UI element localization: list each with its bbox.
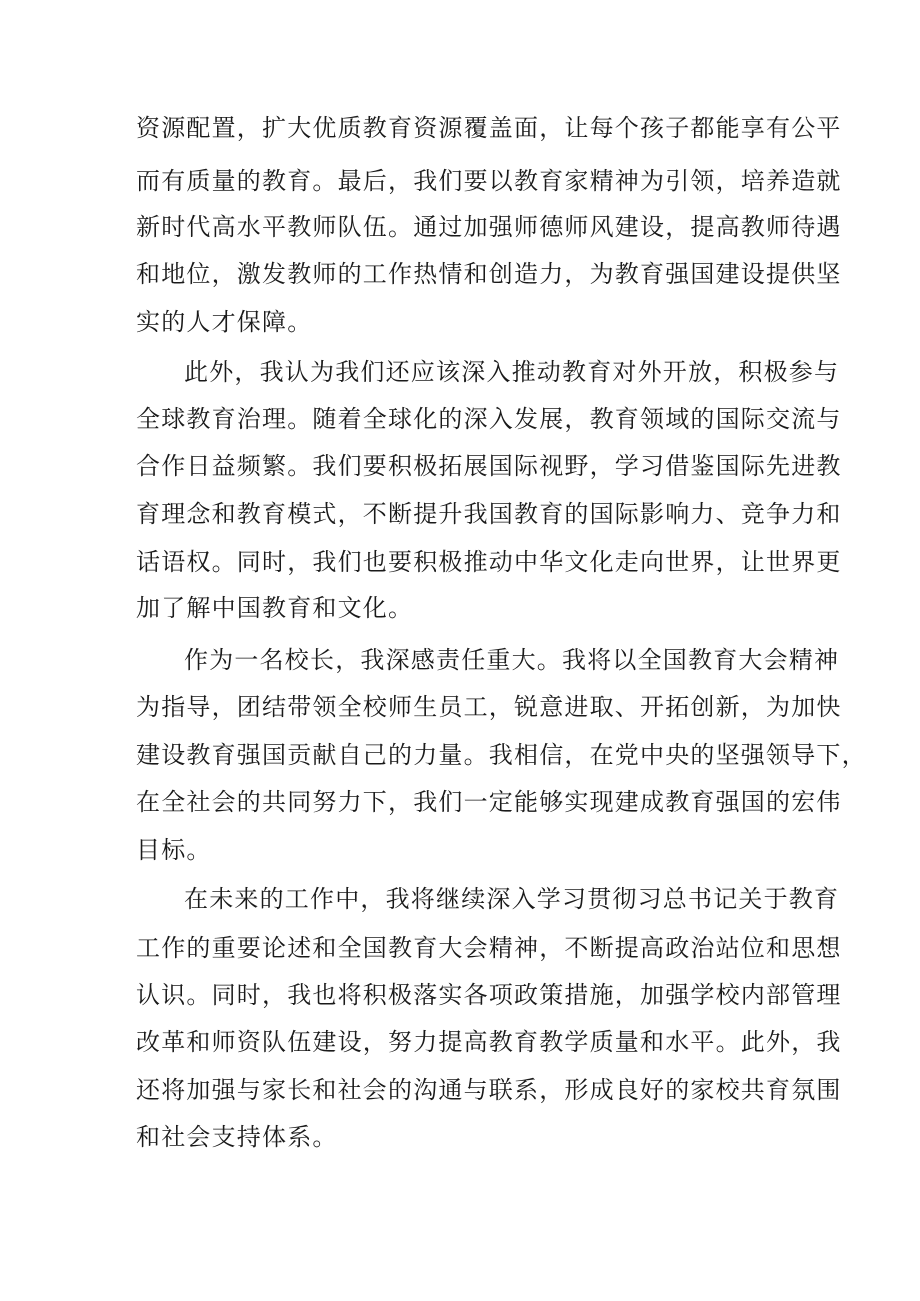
text-line: 和社会支持体系。 xyxy=(136,1123,338,1151)
text-line: 为指导，团结带领全校师生员工，锐意进取、开拓创新，为加快 xyxy=(136,693,842,721)
text-line: 资源配置，扩大优质教育资源覆盖面，让每个孩子都能享有公平 xyxy=(136,114,842,142)
text-line: 新时代高水平教师队伍。通过加强师德师风建设，提高教师待遇 xyxy=(136,213,842,241)
text-line: 作为一名校长，我深感责任重大。我将以全国教育大会精神 xyxy=(184,646,840,674)
text-line: 还将加强与家长和社会的沟通与联系，形成良好的家校共育氛围 xyxy=(136,1076,842,1104)
text-line: 而有质量的教育。最后，我们要以教育家精神为引领，培养造就 xyxy=(136,167,842,195)
text-line: 目标。 xyxy=(136,836,212,864)
text-line: 合作日益频繁。我们要积极拓展国际视野，学习借鉴国际先进教 xyxy=(136,452,842,480)
text-line: 全球教育治理。随着全球化的深入发展，教育领域的国际交流与 xyxy=(136,405,842,433)
text-line: 在全社会的共同努力下，我们一定能够实现建成教育强国的宏伟 xyxy=(136,788,842,816)
text-line: 话语权。同时，我们也要积极推动中华文化走向世界，让世界更 xyxy=(136,548,842,576)
text-line: 实的人才保障。 xyxy=(136,308,313,336)
text-line: 和地位，激发教师的工作热情和创造力，为教育强国建设提供坚 xyxy=(136,260,842,288)
text-line: 此外，我认为我们还应该深入推动教育对外开放，积极参与 xyxy=(184,358,840,386)
text-line: 认识。同时，我也将积极落实各项政策措施，加强学校内部管理 xyxy=(136,981,842,1009)
text-line: 改革和师资队伍建设，努力提高教育教学质量和水平。此外，我 xyxy=(136,1028,842,1056)
text-line: 工作的重要论述和全国教育大会精神，不断提高政治站位和思想 xyxy=(136,934,842,962)
text-line: 建设教育强国贡献自己的力量。我相信，在党中央的坚强领导下， xyxy=(136,741,867,769)
text-line: 加了解中国教育和文化。 xyxy=(136,594,414,622)
text-line: 在未来的工作中，我将继续深入学习贯彻习总书记关于教育 xyxy=(184,885,840,913)
text-line: 育理念和教育模式，不断提升我国教育的国际影响力、竞争力和 xyxy=(136,500,842,528)
